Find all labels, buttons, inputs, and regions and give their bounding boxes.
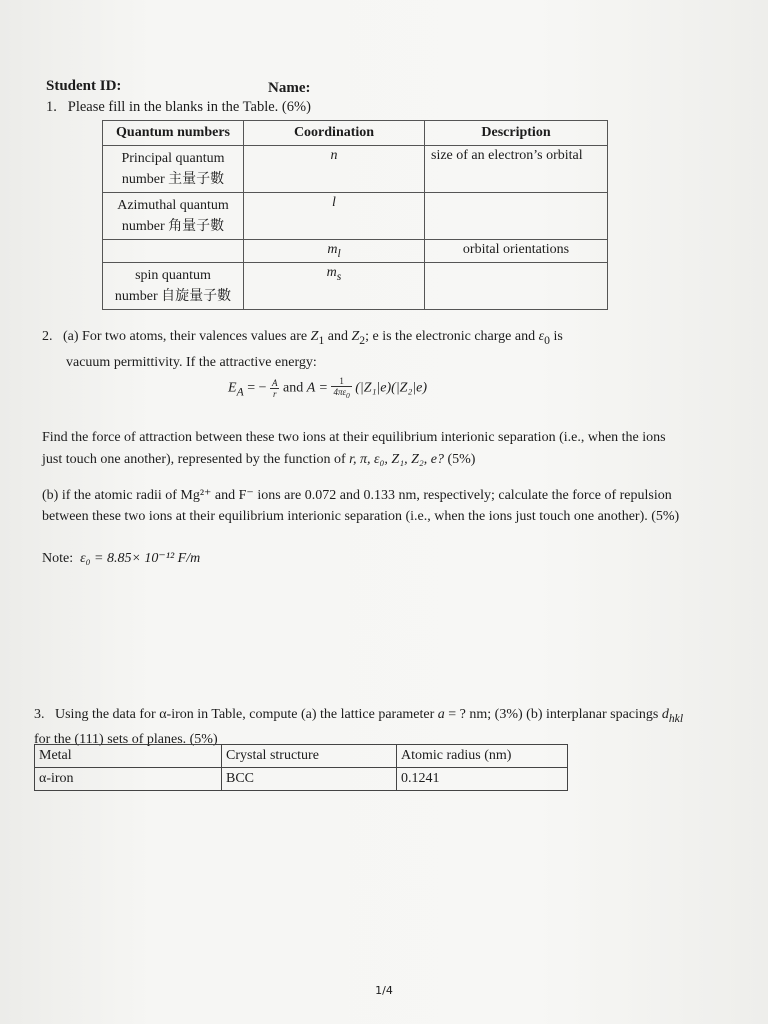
column-header: Coordination bbox=[244, 121, 425, 146]
question-2a-find bbox=[42, 427, 682, 471]
fraction bbox=[331, 376, 351, 401]
name-label: Name: bbox=[268, 80, 311, 96]
quantum-name-cell bbox=[103, 193, 244, 240]
table-cell: α-iron bbox=[35, 768, 222, 791]
coordination-cell bbox=[244, 193, 425, 240]
description-cell bbox=[425, 146, 608, 193]
table-row bbox=[103, 146, 608, 193]
math-var: Z bbox=[351, 329, 360, 344]
math-sub: 0 bbox=[544, 333, 550, 347]
column-header: Atomic radius (nm) bbox=[397, 745, 568, 768]
text-segment: and bbox=[327, 329, 348, 344]
student-id-label: Student ID: bbox=[46, 78, 122, 94]
question-1-prompt bbox=[46, 99, 311, 116]
text-segment: is bbox=[553, 329, 563, 344]
coordination-cell bbox=[244, 146, 425, 193]
table-header-row bbox=[35, 745, 568, 768]
note bbox=[42, 550, 200, 567]
text-segment: Using the data for α-iron in Table, compute (a) the lattice parameter bbox=[55, 707, 435, 722]
note-value: ε₀ = 8.85× 10⁻¹² F/m bbox=[80, 551, 201, 566]
cell-text: Principal quantum bbox=[121, 151, 225, 166]
text-segment: and bbox=[282, 380, 304, 396]
math-sub: 0 bbox=[346, 390, 350, 400]
table-row bbox=[103, 193, 608, 240]
description-cell-blank[interactable] bbox=[425, 263, 608, 310]
math-var: E bbox=[228, 380, 237, 396]
cell-text: spin quantum bbox=[135, 268, 211, 283]
text-segment: ; e is the electronic charge and bbox=[365, 329, 536, 344]
coordination-cell bbox=[244, 263, 425, 310]
fraction-denominator: r bbox=[272, 388, 277, 399]
page-number: 1/4 bbox=[375, 984, 393, 997]
quantum-name-cell bbox=[103, 263, 244, 310]
text-segment: vacuum permittivity. If the attractive energy: bbox=[66, 354, 317, 370]
cell-subscript: s bbox=[336, 269, 342, 283]
coordination-cell bbox=[244, 240, 425, 263]
math-var: d bbox=[661, 707, 669, 722]
cell-text: orbital orientations bbox=[462, 242, 570, 257]
description-cell bbox=[425, 240, 608, 263]
column-header: Crystal structure bbox=[222, 745, 397, 768]
question-2b-text: (b) if the atomic radii of Mg²⁺ and F⁻ ions are 0.072 and 0.133 nm, respectively; calculate the force of repulsion between these two ions at their equilibrium interionic separation (i.e., when the ions just touch one another). (5%) bbox=[42, 488, 680, 524]
math-var: ε bbox=[538, 329, 545, 344]
math-sub: A bbox=[236, 385, 244, 399]
cell-text: number 主量子數 bbox=[121, 172, 225, 187]
question-2a-text bbox=[42, 326, 682, 374]
metal-data-table bbox=[34, 744, 568, 791]
note-label: Note: bbox=[42, 551, 74, 566]
fraction-numerator: 1 bbox=[331, 376, 351, 387]
question-3-number: 3. bbox=[34, 707, 45, 722]
attractive-energy-formula bbox=[228, 376, 427, 401]
column-header: Metal bbox=[35, 745, 222, 768]
description-cell-blank[interactable] bbox=[425, 193, 608, 240]
question-3-text bbox=[34, 704, 684, 750]
text-segment: For two atoms, their valences values are bbox=[82, 329, 308, 344]
math-text: r, π, ε₀, Z₁, Z₂, e? bbox=[349, 452, 444, 467]
cell-text: m bbox=[327, 242, 338, 257]
cell-text: n bbox=[330, 148, 338, 163]
math-sub: 2 bbox=[359, 333, 366, 347]
math-var: Z bbox=[310, 329, 319, 344]
cell-text: Azimuthal quantum bbox=[117, 198, 229, 213]
math-var: A = bbox=[306, 380, 328, 396]
question-2-number: 2. bbox=[42, 329, 53, 344]
quantum-name-cell bbox=[103, 146, 244, 193]
math-sub: hkl bbox=[668, 711, 684, 725]
table-row bbox=[103, 240, 608, 263]
fraction-numerator: A bbox=[271, 377, 278, 388]
cell-subscript: l bbox=[337, 246, 341, 260]
text-segment: = ? nm; (3%) (b) interplanar spacings bbox=[448, 707, 659, 722]
table-row bbox=[103, 263, 608, 310]
text-segment: for the (111) sets of planes. (5%) bbox=[34, 731, 218, 747]
text-segment: Find the force of attraction between these two ions at their equilibrium interionic separation (i.e., when the ions just touch one another), represented by the function of bbox=[42, 430, 666, 467]
cell-text: m bbox=[326, 265, 337, 280]
quantum-numbers-table bbox=[102, 120, 608, 310]
cell-text: number 自旋量子數 bbox=[114, 289, 232, 304]
fraction-denominator bbox=[331, 387, 351, 401]
cell-text: l bbox=[332, 195, 336, 210]
part-label: (a) bbox=[63, 329, 79, 344]
math-op: = − bbox=[247, 380, 267, 396]
table-header-row bbox=[103, 121, 608, 146]
cell-text: size of an electron’s orbital bbox=[431, 148, 583, 163]
question-1-text: Please fill in the blanks in the Table. (6%) bbox=[67, 99, 311, 115]
points-label: (5%) bbox=[447, 452, 476, 467]
math-var: a bbox=[437, 707, 445, 722]
column-header: Description bbox=[425, 121, 608, 146]
table-row bbox=[35, 768, 568, 791]
math-sub: 1 bbox=[318, 333, 325, 347]
quantum-name-cell-blank[interactable] bbox=[103, 240, 244, 263]
math-text: 4πε bbox=[333, 387, 347, 397]
column-header: Quantum numbers bbox=[103, 121, 244, 146]
cell-text: number 角量子數 bbox=[121, 219, 225, 234]
fraction bbox=[270, 378, 280, 399]
table-cell: 0.1241 bbox=[397, 768, 568, 791]
table-cell: BCC bbox=[222, 768, 397, 791]
question-1-number: 1. bbox=[46, 99, 57, 115]
math-text: (|Z₁|e)(|Z₂|e) bbox=[355, 380, 428, 396]
